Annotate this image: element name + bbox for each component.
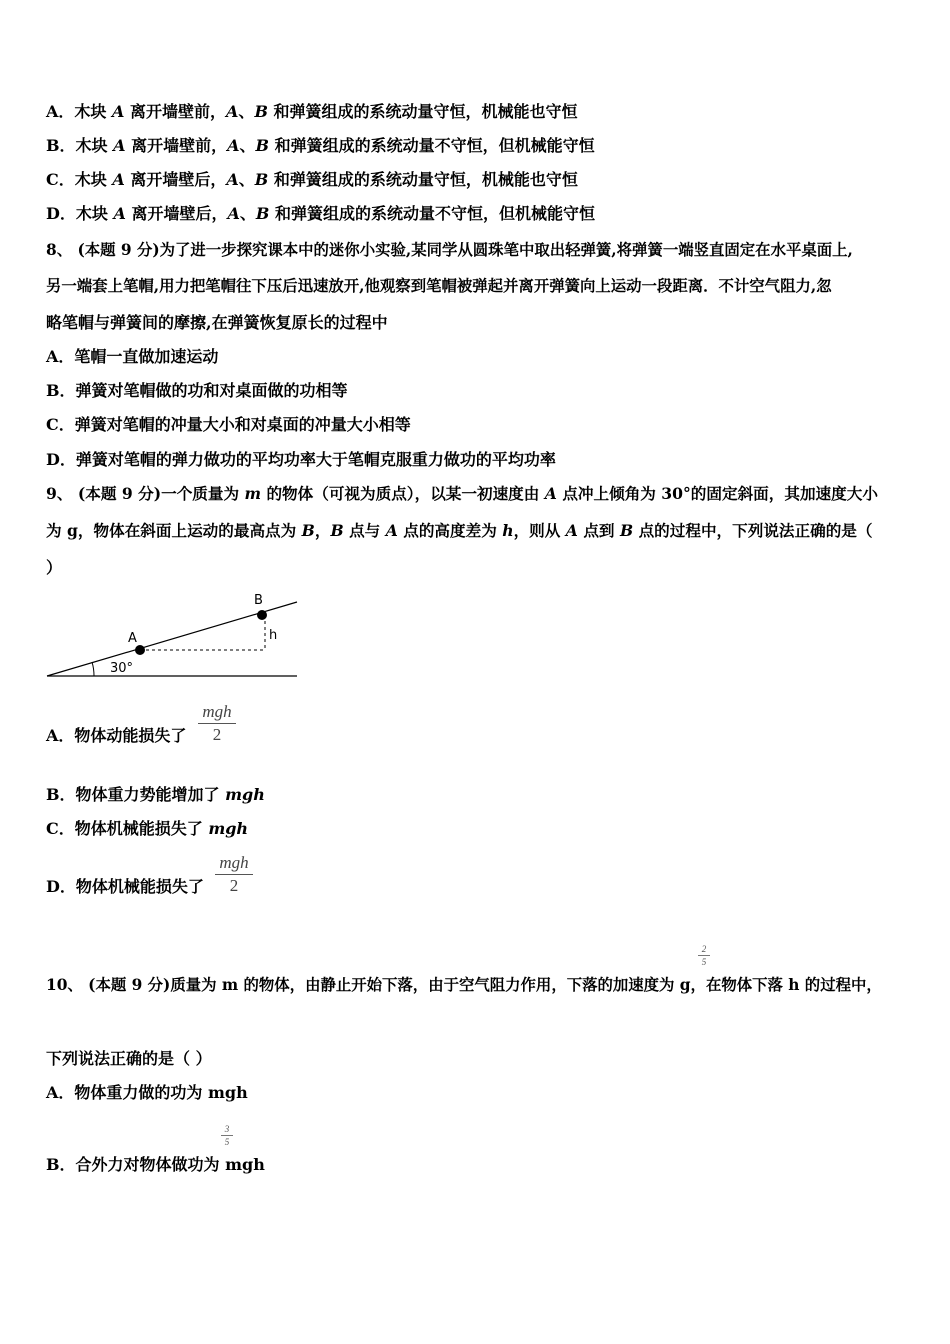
q7-option-d: D．木块 A 离开墙壁后，A、B 和弹簧组成的系统动量不守恒，但机械能守恒 bbox=[46, 204, 596, 223]
q8-option-c: C．弹簧对笔帽的冲量大小和对桌面的冲量大小相等 bbox=[46, 415, 411, 434]
q9-option-d: D．物体机械能损失了 bbox=[46, 877, 204, 896]
q7-option-c: C．木块 A 离开墙壁后，A、B 和弹簧组成的系统动量守恒，机械能也守恒 bbox=[46, 170, 578, 189]
q8-stem-line2: 另一端套上笔帽,用力把笔帽往下压后迅速放开,他观察到笔帽被弹起并离开弹簧向上运动一段距离．不计空气阻力,忽 bbox=[46, 277, 832, 295]
label-angle: 30° bbox=[110, 661, 134, 676]
q7-option-a: A．木块 A 离开墙壁前，A、B 和弹簧组成的系统动量守恒，机械能也守恒 bbox=[46, 102, 578, 121]
q9-option-c: C．物体机械能损失了 mgh bbox=[46, 819, 249, 838]
q10-stem-line2: 下列说法正确的是（ ） bbox=[46, 1049, 212, 1068]
point-b bbox=[257, 610, 267, 620]
q10-accel-fraction: 2 5 bbox=[698, 944, 710, 967]
q9-stem-line1: 9、 (本题 9 分)一个质量为 m 的物体（可视为质点），以某一初速度由 A 点冲上倾角为 30°的固定斜面，其加速度大小 bbox=[46, 484, 878, 503]
label-b: B bbox=[254, 593, 263, 608]
incline-figure bbox=[44, 588, 300, 682]
q9-option-a: A．物体动能损失了 bbox=[46, 726, 187, 745]
q9-option-a-fraction: mgh 2 bbox=[198, 702, 236, 745]
q8-stem-line3: 略笔帽与弹簧间的摩擦,在弹簧恢复原长的过程中 bbox=[46, 313, 388, 332]
label-h: h bbox=[269, 628, 278, 643]
q9-stem-line2: 为 g，物体在斜面上运动的最高点为 B，B 点与 A 点的高度差为 h，则从 A 点到 B 点的过程中，下列说法正确的是（ bbox=[46, 521, 873, 540]
q9-option-b: B．物体重力势能增加了 mgh bbox=[46, 785, 265, 804]
label-a: A bbox=[128, 631, 137, 646]
q10-option-a: A．物体重力做的功为 mgh bbox=[46, 1083, 248, 1102]
q10-option-b-fraction: 3 5 bbox=[221, 1124, 233, 1147]
point-a bbox=[135, 645, 145, 655]
q9-option-d-fraction: mgh 2 bbox=[215, 853, 253, 896]
q8-option-b: B．弹簧对笔帽做的功和对桌面做的功相等 bbox=[46, 381, 348, 400]
q10-option-b: B．合外力对物体做功为 mgh bbox=[46, 1155, 265, 1174]
q8-stem-line1: 8、 (本题 9 分)为了进一步探究课本中的迷你小实验,某同学从圆珠笔中取出轻弹簧,将弹簧一端竖直固定在水平桌面上, bbox=[46, 241, 853, 259]
q8-option-a: A．笔帽一直做加速运动 bbox=[46, 347, 219, 366]
q9-stem-line3: ） bbox=[46, 558, 63, 577]
q7-option-b: B．木块 A 离开墙壁前，A、B 和弹簧组成的系统动量不守恒，但机械能守恒 bbox=[46, 136, 595, 155]
q10-stem-line1: 10、 (本题 9 分)质量为 m 的物体，由静止开始下落，由于空气阻力作用，下落的加速度为 g，在物体下落 h 的过程中， bbox=[46, 976, 882, 994]
q8-option-d: D．弹簧对笔帽的弹力做功的平均功率大于笔帽克服重力做功的平均功率 bbox=[46, 450, 556, 469]
angle-arc bbox=[92, 662, 94, 676]
